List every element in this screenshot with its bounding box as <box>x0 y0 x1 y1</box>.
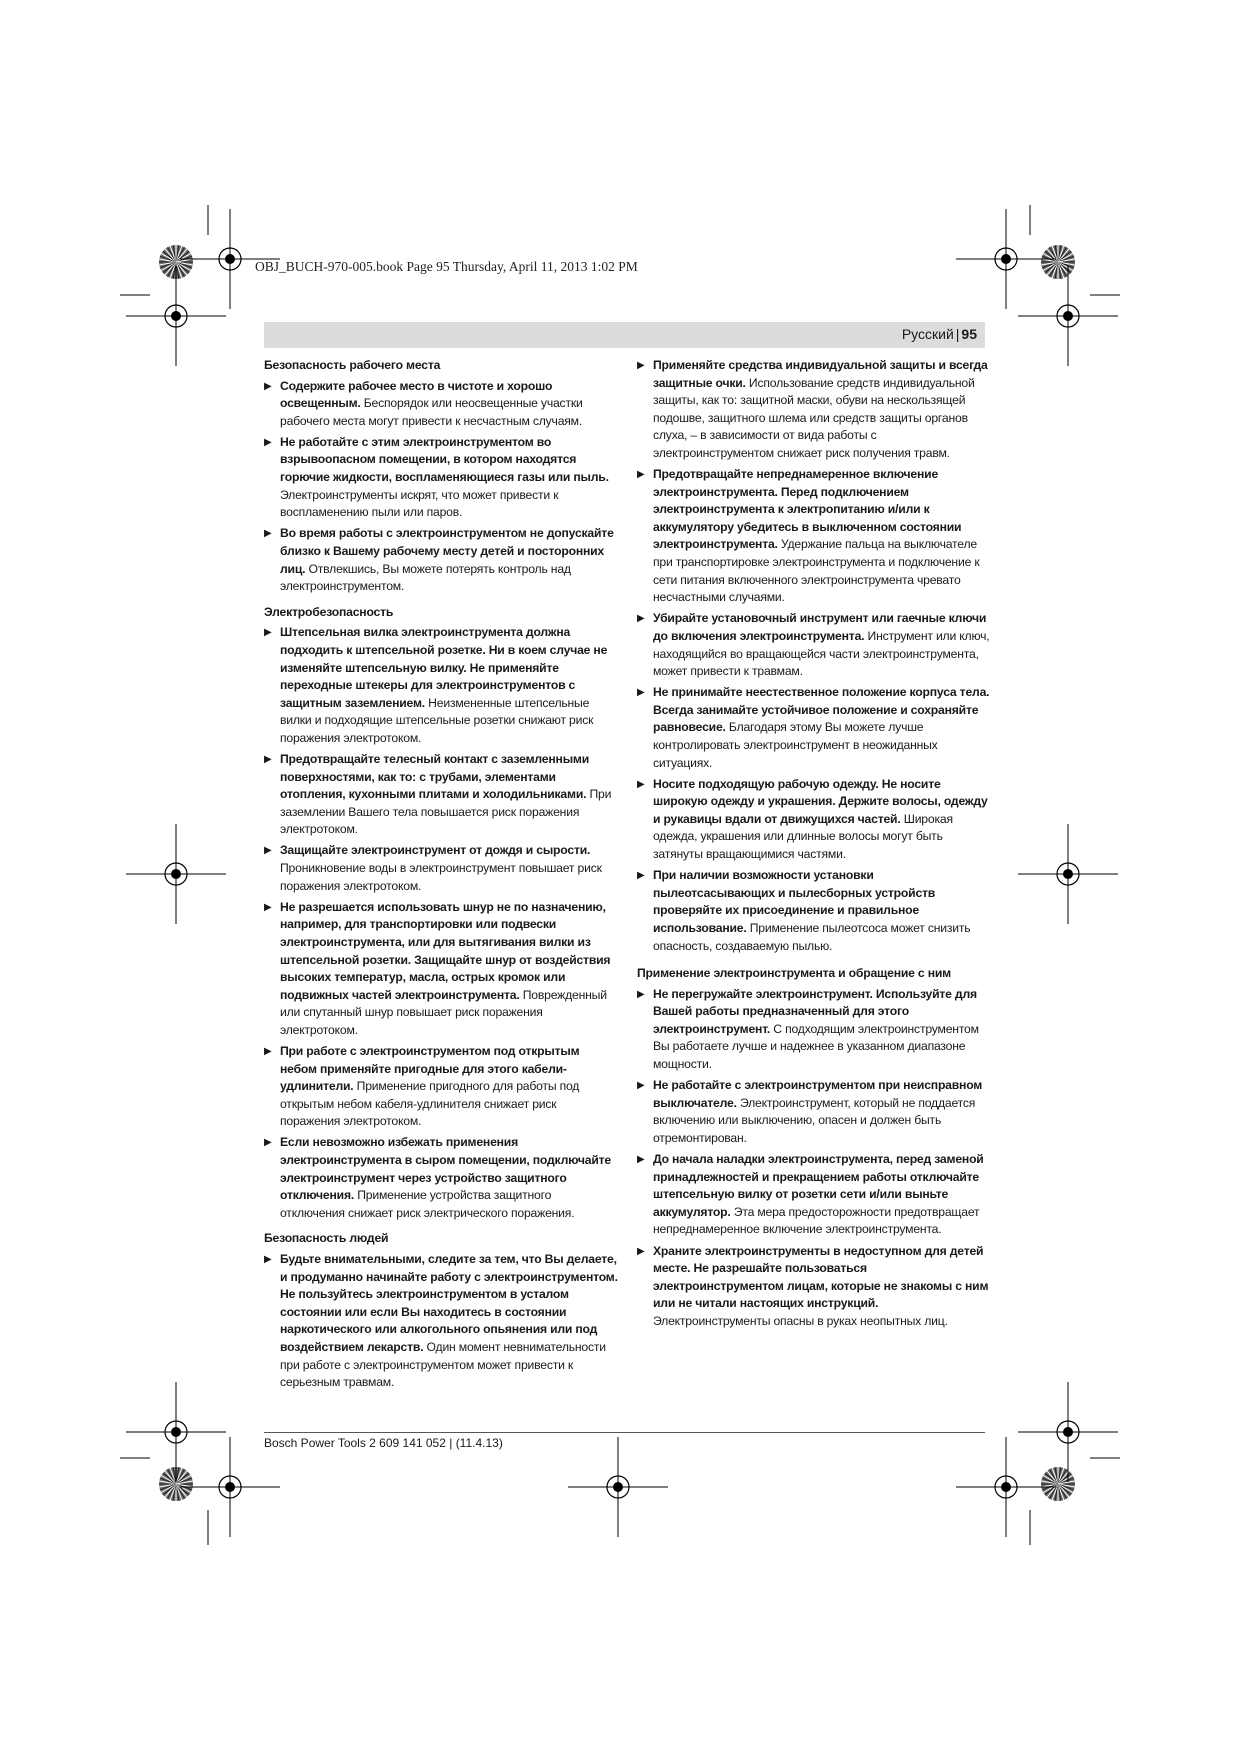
item-explanation: С подходящим электроинструментом Вы работаете лучше и надежнее в указанном диапазоне мощности. <box>653 1021 979 1072</box>
item-explanation: Применение пригодного для работы под открытым небом кабеля-удлинителя снижает риск поражения электротоком. <box>280 1079 580 1129</box>
item-instruction: Защищайте электроинструмент от дождя и сырости. <box>280 843 591 858</box>
list-item <box>637 684 992 772</box>
bullet-icon: ▶ <box>637 360 645 371</box>
item-explanation: Беспорядок или неосвещенные участки рабочего места могут привести к несчастным случаям. <box>280 396 583 428</box>
bullet-icon: ▶ <box>637 687 645 699</box>
registration-target-icon <box>1041 1467 1075 1501</box>
bullet-icon: ▶ <box>264 1137 272 1149</box>
section-heading-handling: Применение электроинструмента и обращение с ним <box>637 966 951 981</box>
list-item <box>264 525 619 595</box>
item-instruction: Штепсельная вилка электроинструмента должна подходить к штепсельной розетке. Ни в коем случае не изменяйте штепсельную вилку. Не применяйте переходные штекеры для электроинструментов с защитным заземлением. <box>280 625 608 710</box>
item-explanation: Проникновение воды в электроинструмент повышает риск поражения электротоком. <box>280 861 602 893</box>
item-instruction: Если невозможно избежать применения электроинструмента в сыром помещении, подключайте электроинструмент через устройство защитного отключения. <box>280 1135 611 1203</box>
bullet-icon: ▶ <box>637 870 645 882</box>
item-explanation: Использование средств индивидуальной защиты, как то: защитной маски, обуви на нескользящей подошве, защитного шлема или средств защиты органов слуха, – в зависимости от вида работы с электроинструментом снижает риск получения травм. <box>653 375 975 460</box>
item-instruction: Не перегружайте электроинструмент. Используйте для Вашей работы предназначенный для этого электроинструмент. <box>653 986 977 1036</box>
item-instruction: До начала наладки электроинструмента, перед заменой принадлежностей и прекращением работы отключайте штепсельную вилку от розетки сети и/или выньте аккумулятор. <box>653 1152 984 1219</box>
item-explanation: Широкая одежда, украшения или длинные волосы могут быть затянуты вращающимися частями. <box>653 811 953 862</box>
list-item <box>264 899 619 1040</box>
item-instruction: Во время работы с электроинструментом не допускайте близко к Вашему рабочему месту детей и посторонних лиц. <box>280 526 614 576</box>
item-explanation: Один момент невнимательности при работе с электроинструментом может привести к серьезным травмам. <box>280 1339 606 1390</box>
item-explanation: Применение устройства защитного отключения снижает риск электрического поражения. <box>280 1188 575 1220</box>
bullet-icon: ▶ <box>264 528 272 540</box>
item-explanation: Электроинструменты искрят, что может привести к воспламенению пыли или паров. <box>280 487 559 520</box>
item-explanation: Благодаря этому Вы можете лучше контролировать электроинструмент в неожиданных ситуациях. <box>653 720 938 770</box>
list-item <box>637 1151 992 1239</box>
handling-list <box>637 986 992 1331</box>
bullet-icon: ▶ <box>264 753 272 765</box>
item-explanation: Электроинструменты опасны в руках неопытных лиц. <box>653 1313 948 1328</box>
workplace-list <box>264 378 619 596</box>
crosshair-icon <box>956 1437 1056 1537</box>
item-instruction: При наличии возможности установки пылеотсасывающих и пылесборных устройств проверяйте их присоединение и правильное использование. <box>653 868 936 935</box>
list-item <box>637 1243 992 1331</box>
file-slug-line: OBJ_BUCH-970-005.book Page 95 Thursday, April 11, 2013 1:02 PM <box>255 259 638 274</box>
list-item <box>637 867 992 955</box>
list-item <box>264 434 619 522</box>
item-explanation: Инструмент или ключ, находящийся во вращающейся части электроинструмента, может привести к травмам. <box>653 628 990 679</box>
list-item <box>637 986 992 1074</box>
people-list <box>264 1251 619 1392</box>
list-item <box>264 842 619 895</box>
crosshair-icon <box>1018 1382 1118 1482</box>
item-explanation: Удержание пальца на выключателе при транспортировке электроинструмента и подключение к сети питания включенного электроинструмента чревато несчастными случаями. <box>653 537 980 605</box>
people-continued-list <box>637 357 992 955</box>
item-instruction: Не принимайте неестественное положение корпуса тела. Всегда занимайте устойчивое положение и сохраняйте равновесие. <box>653 685 990 735</box>
bullet-icon: ▶ <box>264 380 272 392</box>
footer-rule <box>264 1432 985 1433</box>
page-header-band <box>264 322 985 348</box>
bullet-icon: ▶ <box>264 436 272 448</box>
list-item <box>264 1043 619 1131</box>
crosshair-icon <box>956 209 1056 309</box>
list-item <box>637 610 992 680</box>
bullet-icon: ▶ <box>264 845 272 857</box>
bullet-icon: ▶ <box>264 1045 272 1057</box>
list-item <box>264 1134 619 1222</box>
item-instruction: Предотвращайте телесный контакт с заземленными поверхностями, как то: с трубами, элементами отопления, кухонными плитами и холодильниками. <box>280 751 590 802</box>
list-item <box>637 466 992 607</box>
section-heading-people: Безопасность людей <box>264 1231 389 1246</box>
right-column <box>637 357 992 1334</box>
crosshair-icon <box>126 1382 226 1482</box>
bullet-icon: ▶ <box>637 778 645 790</box>
item-instruction: Не работайте с этим электроинструментом во взрывоопасном помещении, в котором находятся горючие жидкости, воспламеняющиеся газы или пыль. <box>280 434 609 485</box>
item-instruction: Храните электроинструменты в недоступном для детей месте. Не разрешайте пользоваться электроинструментом лицам, которые не знакомы с ним или не читали настоящих инструкций. <box>653 1243 989 1311</box>
bullet-icon: ▶ <box>264 901 272 913</box>
bullet-icon: ▶ <box>637 1154 645 1166</box>
bullet-icon: ▶ <box>264 1254 272 1265</box>
item-explanation: Эта мера предосторожности предотвращает непреднамеренное включение электроинструмента. <box>653 1204 980 1237</box>
registration-target-icon <box>1041 245 1075 279</box>
list-item <box>264 751 619 839</box>
crosshair-icon <box>568 1437 668 1537</box>
item-instruction: При работе с электроинструментом под открытым небом применяйте пригодные для этого кабели-удлинители. <box>280 1043 580 1094</box>
item-instruction: Не работайте с электроинструментом при неисправном выключателе. <box>653 1078 983 1110</box>
crosshair-icon <box>126 266 226 366</box>
section-heading-electrical: Электробезопасность <box>264 604 394 619</box>
bullet-icon: ▶ <box>637 613 645 625</box>
item-explanation: Применение пылеотсоса может снизить опасность, создаваемую пылью. <box>653 920 971 953</box>
bullet-icon: ▶ <box>637 988 645 1000</box>
page-header <box>902 326 977 342</box>
bullet-icon: ▶ <box>637 1080 645 1092</box>
bullet-icon: ▶ <box>637 469 645 481</box>
item-instruction: Применяйте средства индивидуальной защиты и всегда защитные очки. <box>653 358 988 390</box>
crosshair-icon <box>1018 824 1118 924</box>
list-item <box>637 357 992 463</box>
crosshair-icon <box>180 1437 280 1537</box>
item-explanation: Поврежденный или спутанный шнур повышает риск поражения электротоком. <box>280 987 607 1037</box>
crosshair-icon <box>126 824 226 924</box>
item-explanation: При заземлении Вашего тела повышается риск поражения электротоком. <box>280 787 612 837</box>
left-column <box>264 357 619 1395</box>
bullet-icon: ▶ <box>264 627 272 639</box>
header-separator: | <box>955 326 960 342</box>
electrical-list <box>264 624 619 1222</box>
item-explanation: Отвлекшись, Вы можете потерять контроль над электроинструментом. <box>280 561 571 594</box>
item-explanation: Электроинструмент, который не поддается включению или выключению, опасен и должен быть отремонтирован. <box>653 1095 976 1145</box>
bullet-icon: ▶ <box>637 1245 645 1257</box>
section-heading-workplace: Безопасность рабочего места <box>264 358 441 372</box>
page-number: 95 <box>961 326 977 342</box>
list-item <box>264 1251 619 1392</box>
page-footer: Bosch Power Tools 2 609 141 052 | (11.4.13) <box>264 1436 503 1450</box>
list-item <box>264 624 619 747</box>
item-explanation: Неизмененные штепсельные вилки и подходящие штепсельные розетки снижают риск поражения электротоком. <box>280 695 594 745</box>
item-instruction: Не разрешается использовать шнур не по назначению, например, для транспортировки или подвески электроинструмента, или для вытягивания вилки из штепсельной розетки. Защищайте шнур от воздействия высоких температур, масла, острых кромок или подвижных частей электроинструмента. <box>280 899 611 1002</box>
list-item <box>264 378 619 431</box>
item-instruction: Содержите рабочее место в чистоте и хорошо освещенным. <box>280 378 553 411</box>
item-instruction: Предотвращайте непреднамеренное включение электроинструмента. Перед подключением электроинструмента к электропитанию и/или к аккумулятору убедитесь в выключенном состоянии электроинструмента. <box>653 467 962 552</box>
item-instruction: Убирайте установочный инструмент или гаечные ключи до включения электроинструмента. <box>653 611 987 643</box>
item-instruction: Будьте внимательными, следите за тем, что Вы делаете, и продуманно начинайте работу с электроинструментом. Не пользуйтесь электроинструментом в усталом состоянии или если Вы находитесь в состоянии наркотического или алкогольного опьянения или под воздействием лекарств. <box>280 1252 618 1354</box>
list-item <box>637 776 992 864</box>
item-instruction: Носите подходящую рабочую одежду. Не носите широкую одежду и украшения. Держите волосы, одежду и рукавицы вдали от движущихся частей. <box>653 776 988 826</box>
crosshair-icon <box>1018 266 1118 366</box>
list-item <box>637 1077 992 1147</box>
header-language: Русский <box>901 326 954 342</box>
